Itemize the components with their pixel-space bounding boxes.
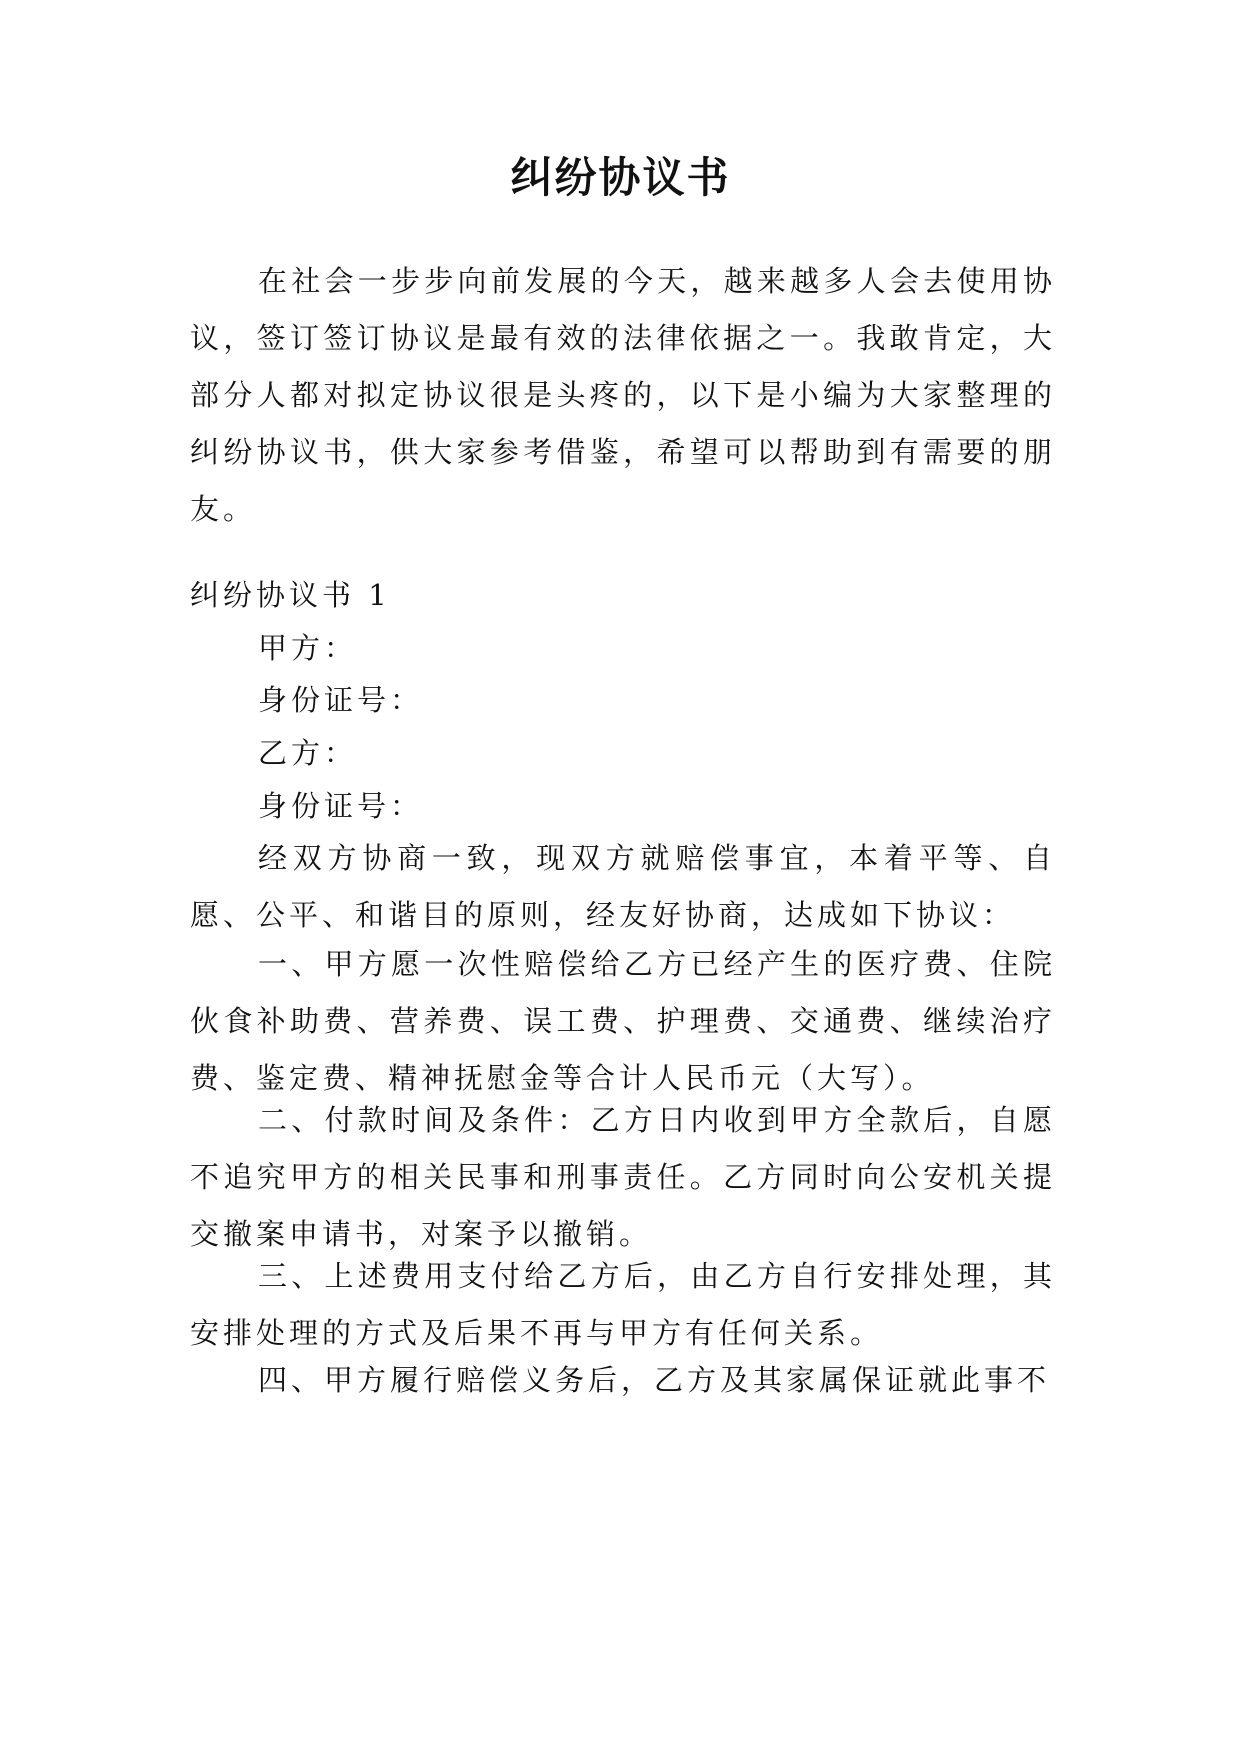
clause-two-paragraph: 二、付款时间及条件：乙方日内收到甲方全款后，自愿不追究甲方的相关民事和刑事责任。乙方同时向公安机关提交撤案申请书，对案予以撤销。: [190, 1103, 1056, 1251]
agreement-preamble-paragraph: 经双方协商一致，现双方就赔偿事宜，本着平等、自愿、公平、和谐目的原则，经友好协商，达成如下协议：: [190, 841, 1056, 932]
clause-one-paragraph: 一、甲方愿一次性赔偿给乙方已经产生的医疗费、住院伙食补助费、营养费、误工费、护理费、交通费、继续治疗费、鉴定费、精神抚慰金等合计人民币元（大写）。: [190, 947, 1056, 1095]
document-title: 纠纷协议书: [510, 153, 731, 202]
clause-three-paragraph: 三、上述费用支付给乙方后，由乙方自行安排处理，其安排处理的方式及后果不再与甲方有任何关系。: [190, 1259, 1056, 1350]
section-heading: 纠纷协议书 1: [190, 578, 391, 612]
party-a-id-field: 身份证号：: [258, 683, 424, 717]
party-a-field: 甲方：: [258, 631, 358, 665]
intro-paragraph: 在社会一步步向前发展的今天，越来越多人会去使用协议，签订签订协议是最有效的法律依据之一。我敢肯定，大部分人都对拟定协议很是头疼的，以下是小编为大家整理的纠纷协议书，供大家参考借鉴，希望可以帮助到有需要的朋友。: [190, 264, 1056, 526]
party-b-field: 乙方：: [258, 736, 358, 770]
party-b-id-field: 身份证号：: [258, 789, 424, 823]
clause-four-paragraph: 四、甲方履行赔偿义务后，乙方及其家属保证就此事不: [258, 1363, 1051, 1397]
